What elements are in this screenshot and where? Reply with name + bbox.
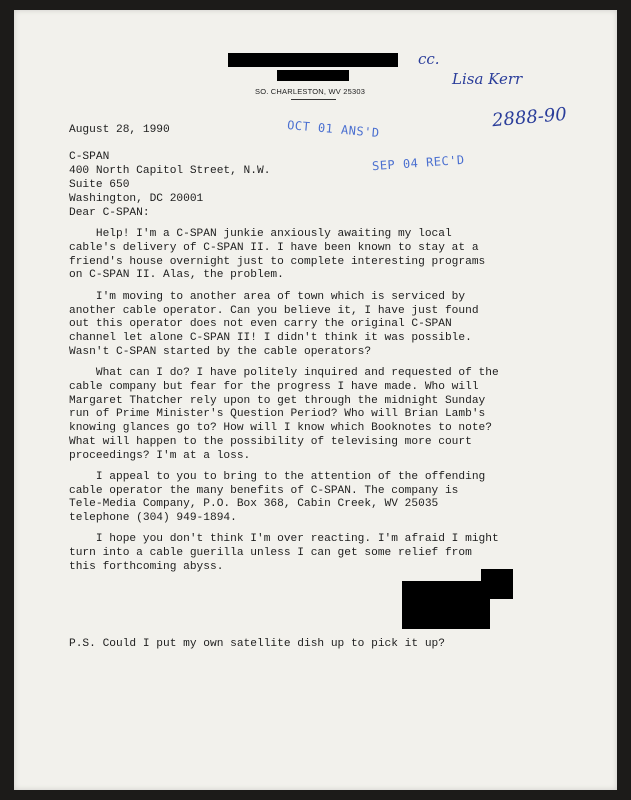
body-line: out this operator does not even carry the original C-SPAN bbox=[69, 318, 452, 330]
redacted-signature bbox=[402, 581, 490, 629]
redacted-letterhead-line bbox=[277, 70, 349, 81]
body-line: this forthcoming abyss. bbox=[69, 561, 224, 573]
body-line: What can I do? I have politely inquired and requested of the bbox=[69, 367, 499, 379]
body-line: cable operator the many benefits of C-SPAN. The company is bbox=[69, 485, 459, 497]
body-line: run of Prime Minister's Question Period? Who will Brian Lamb's bbox=[69, 408, 486, 420]
body-line: Tele-Media Company, P.O. Box 368, Cabin Creek, WV 25035 bbox=[69, 498, 439, 510]
body-line: Help! I'm a C-SPAN junkie anxiously awaiting my local bbox=[69, 228, 452, 240]
body-line: telephone (304) 949-1894. bbox=[69, 512, 237, 524]
body-line: on C-SPAN II. Alas, the problem. bbox=[69, 269, 284, 281]
salutation: Dear C-SPAN: bbox=[69, 207, 150, 219]
address-line: 400 North Capitol Street, N.W. bbox=[69, 165, 271, 177]
recipient-annotation: Lisa Kerr bbox=[452, 70, 523, 88]
answered-stamp: OCT 01 ANS'D bbox=[286, 117, 381, 141]
cc-annotation: cc. bbox=[418, 50, 440, 68]
received-stamp: SEP 04 REC'D bbox=[371, 152, 466, 174]
body-line: I'm moving to another area of town which is serviced by bbox=[69, 291, 466, 303]
body-line: another cable operator. Can you believe it, I have just found bbox=[69, 305, 479, 317]
redacted-letterhead-name bbox=[228, 53, 398, 67]
address-line: Suite 650 bbox=[69, 179, 130, 191]
address-line: C-SPAN bbox=[69, 151, 110, 163]
body-line: proceedings? I'm at a loss. bbox=[69, 450, 251, 462]
letter-date: August 28, 1990 bbox=[69, 124, 170, 136]
letterhead-underline bbox=[291, 99, 336, 100]
body-line: What will happen to the possibility of televising more court bbox=[69, 436, 472, 448]
body-line: I appeal to you to bring to the attention of the offending bbox=[69, 471, 486, 483]
body-line: turn into a cable guerilla unless I can get some relief from bbox=[69, 547, 472, 559]
body-line: I hope you don't think I'm over reacting. I'm afraid I might bbox=[69, 533, 499, 545]
body-line: Margaret Thatcher rely upon to get through the midnight Sunday bbox=[69, 395, 486, 407]
postscript: P.S. Could I put my own satellite dish up to pick it up? bbox=[69, 638, 445, 650]
body-line: channel let alone C-SPAN II! I didn't think it was possible. bbox=[69, 332, 472, 344]
letterhead-address: SO. CHARLESTON, WV 25303 bbox=[255, 87, 366, 96]
file-number-annotation: 2888-90 bbox=[491, 103, 568, 132]
body-line: cable company but fear for the progress I have made. Who will bbox=[69, 381, 479, 393]
body-line: cable's delivery of C-SPAN II. I have been known to stay at a bbox=[69, 242, 479, 254]
address-line: Washington, DC 20001 bbox=[69, 193, 204, 205]
body-line: knowing glances go to? How will I know which Booknotes to note? bbox=[69, 422, 492, 434]
body-line: Wasn't C-SPAN started by the cable operators? bbox=[69, 346, 372, 358]
redacted-signature-edge bbox=[489, 587, 513, 599]
body-line: friend's house overnight just to complete interesting programs bbox=[69, 256, 486, 268]
